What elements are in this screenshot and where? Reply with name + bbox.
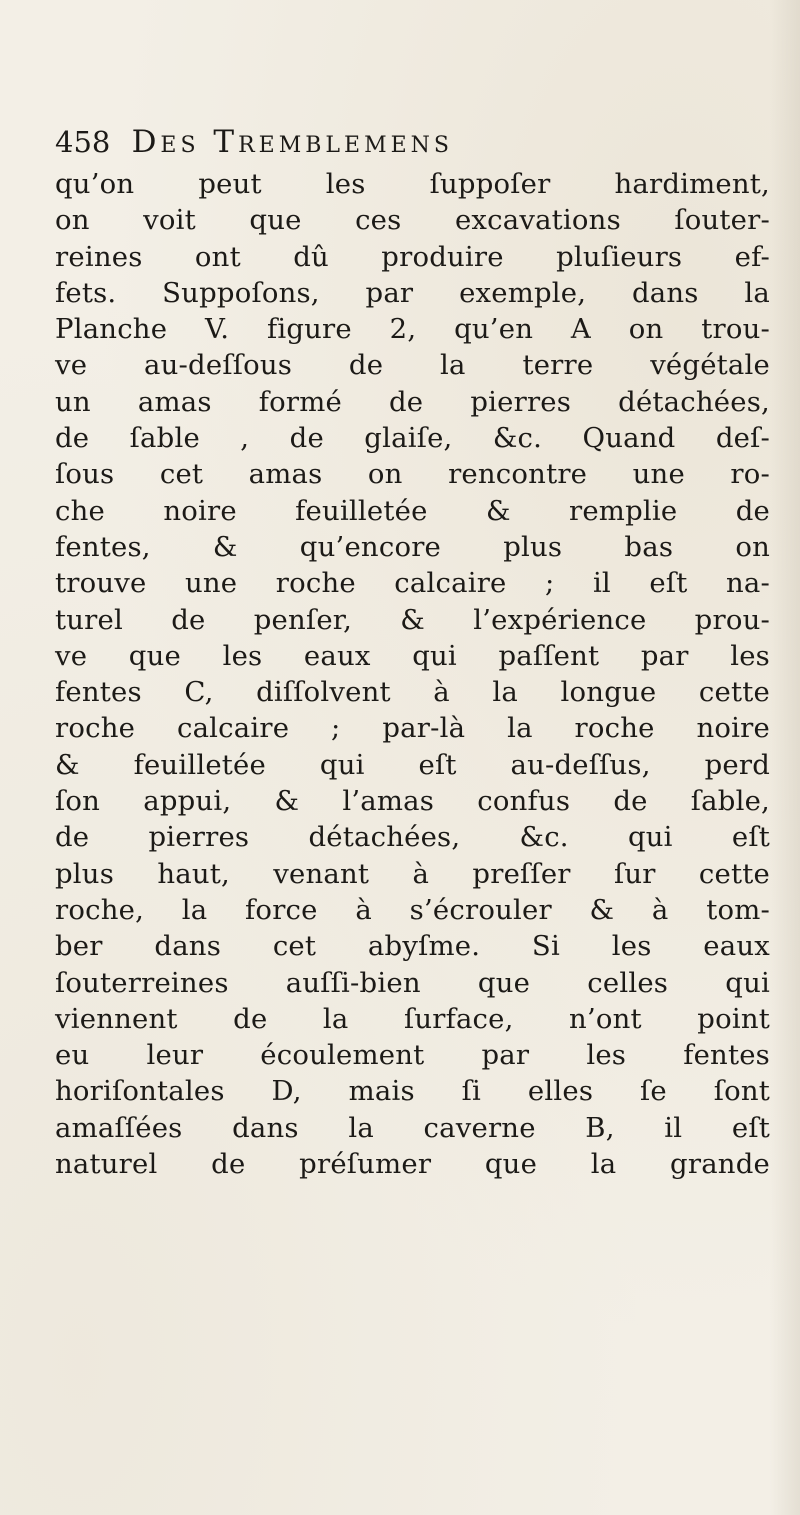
text-line: naturel de préſumer que la grande bbox=[55, 1148, 770, 1181]
text-line: viennent de la ſurface, n’ont point bbox=[55, 1002, 770, 1035]
text-line: roche calcaire ; par-là la roche noire bbox=[55, 712, 770, 745]
text-line: ve au-deſſous de la terre végétale bbox=[55, 349, 770, 382]
text-line: che noire feuilletée & remplie de bbox=[55, 494, 770, 527]
text-line: trouve une roche calcaire ; il eſt na- bbox=[55, 567, 770, 600]
body-text bbox=[55, 166, 770, 1182]
text-line: horiſontales D, mais ſi elles ſe ſont bbox=[55, 1075, 770, 1108]
text-line: ber dans cet abyſme. Si les eaux bbox=[55, 930, 770, 963]
text-line: fentes C, diſſolvent à la longue cette bbox=[55, 676, 770, 709]
page-edge-shadow bbox=[770, 0, 800, 1515]
text-line: fentes, & qu’encore plus bas on bbox=[55, 530, 770, 563]
text-line: plus haut, venant à preſſer ſur cette bbox=[55, 857, 770, 890]
text-line: ſouterreines auſſi-bien que celles qui bbox=[55, 966, 770, 999]
text-line: eu leur écoulement par les fentes bbox=[55, 1039, 770, 1072]
text-line: amaſſées dans la caverne B, il eſt bbox=[55, 1111, 770, 1144]
text-line: roche, la force à s’écrouler & à tom- bbox=[55, 893, 770, 926]
text-line: ſon appui, & l’amas confus de ſable, bbox=[55, 785, 770, 818]
text-line: un amas formé de pierres détachées, bbox=[55, 385, 770, 418]
text-line: qu’on peut les ſuppoſer hardiment, bbox=[55, 168, 770, 200]
running-title: Des Tremblemens bbox=[131, 124, 453, 160]
text-line: de pierres détachées, &c. qui eſt bbox=[55, 821, 770, 854]
text-line: ſous cet amas on rencontre une ro- bbox=[55, 458, 770, 491]
page-number: 458 bbox=[55, 125, 111, 159]
page-header bbox=[55, 122, 775, 162]
text-line: ve que les eaux qui paſſent par les bbox=[55, 639, 770, 672]
text-line: de ſable , de glaiſe, &c. Quand deſ- bbox=[55, 422, 770, 455]
text-line: & feuilletée qui eſt au-deſſus, perd bbox=[55, 748, 770, 781]
text-line: on voit que ces excavations ſouter- bbox=[55, 204, 770, 237]
text-line: reines ont dû produire pluſieurs ef- bbox=[55, 240, 770, 273]
text-line: fets. Suppoſons, par exemple, dans la bbox=[55, 276, 770, 309]
text-line: turel de penſer, & l’expérience prou- bbox=[55, 603, 770, 636]
text-line: Planche V. figure 2, qu’en A on trou- bbox=[55, 313, 770, 346]
